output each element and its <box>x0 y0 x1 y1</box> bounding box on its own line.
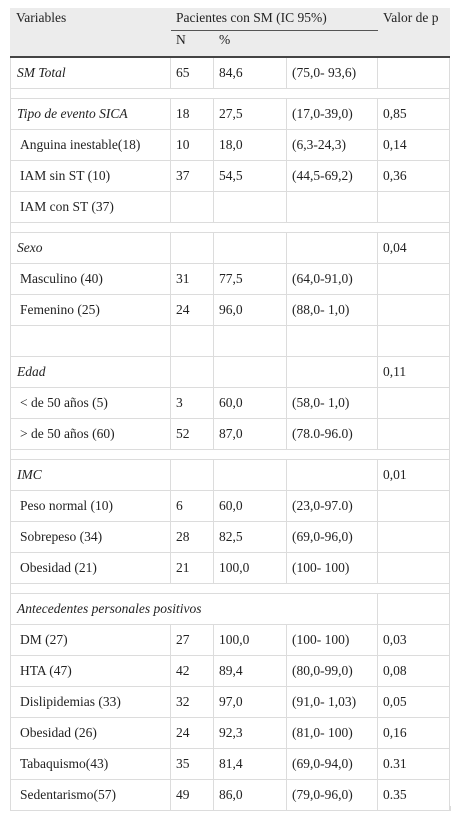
table-row <box>11 656 450 687</box>
cell-p-value <box>378 522 450 553</box>
cell-n: 32 <box>171 687 214 718</box>
cell-ic: (100- 100) <box>287 625 378 656</box>
cell-ic: (6,3-24,3) <box>287 130 378 161</box>
cell-n <box>171 233 214 264</box>
cell-n: 24 <box>171 718 214 749</box>
row-label: Femenino (25) <box>11 295 171 326</box>
cell-ic: (69,0-96,0) <box>287 522 378 553</box>
row-label: Tabaquismo(43) <box>11 749 171 780</box>
cell-pct: 54,5 <box>214 161 287 192</box>
cell-p-value: 0,14 <box>378 130 450 161</box>
header-p-blank <box>378 31 450 58</box>
cell-pct: 100,0 <box>214 625 287 656</box>
cell-p-value <box>378 264 450 295</box>
cell-n: 52 <box>171 419 214 450</box>
cell-n: 28 <box>171 522 214 553</box>
cell-pct <box>214 460 287 491</box>
table-row <box>11 161 450 192</box>
table-row <box>11 553 450 584</box>
header-blank <box>11 31 171 58</box>
cell-n <box>171 460 214 491</box>
cell-p-value: 0,03 <box>378 625 450 656</box>
cell-pct <box>214 233 287 264</box>
header-n: N <box>171 31 214 58</box>
row-label: HTA (47) <box>11 656 171 687</box>
row-label: DM (27) <box>11 625 171 656</box>
row-label: > de 50 años (60) <box>11 419 171 450</box>
row-label: Obesidad (21) <box>11 553 171 584</box>
table-row <box>11 594 450 625</box>
cell-n: 21 <box>171 553 214 584</box>
cell-pct: 96,0 <box>214 295 287 326</box>
cell-n: 31 <box>171 264 214 295</box>
spacer-cell <box>11 584 450 594</box>
cell-ic <box>287 233 378 264</box>
cell-p-value <box>378 594 450 625</box>
table-row <box>11 522 450 553</box>
cell-ic <box>287 357 378 388</box>
cell-ic: (78.0-96.0) <box>287 419 378 450</box>
cell-ic: (69,0-94,0) <box>287 749 378 780</box>
table-row <box>11 295 450 326</box>
cell-p-value: 0,04 <box>378 233 450 264</box>
cell-p-value: 0.35 <box>378 780 450 811</box>
header-variables: Variables <box>11 9 171 31</box>
cell-p-value <box>378 192 450 223</box>
row-label: Tipo de evento SICA <box>11 99 171 130</box>
cell-ic: (81,0- 100) <box>287 718 378 749</box>
cell-p-value: 0,85 <box>378 99 450 130</box>
table-row <box>11 625 450 656</box>
cell-n: 3 <box>171 388 214 419</box>
cell-pct: 100,0 <box>214 553 287 584</box>
header-pacientes-label: Pacientes con SM (IC 95%) <box>176 10 327 25</box>
table-row <box>11 264 450 295</box>
cell-pct: 81,4 <box>214 749 287 780</box>
cell-n: 37 <box>171 161 214 192</box>
row-label: IAM sin ST (10) <box>11 161 171 192</box>
cell-n: 49 <box>171 780 214 811</box>
table-row <box>11 130 450 161</box>
row-label <box>11 326 171 357</box>
cell-p-value <box>378 553 450 584</box>
spacer-row <box>11 584 450 594</box>
cell-n: 6 <box>171 491 214 522</box>
header-pacientes <box>171 9 378 31</box>
cell-p-value: 0,05 <box>378 687 450 718</box>
table-row <box>11 326 450 357</box>
cell-pct: 87,0 <box>214 419 287 450</box>
cell-p-value <box>378 419 450 450</box>
table-row <box>11 749 450 780</box>
row-label: IAM con ST (37) <box>11 192 171 223</box>
cell-p-value: 0,11 <box>378 357 450 388</box>
cell-p-value <box>378 388 450 419</box>
row-label: Dislipidemias (33) <box>11 687 171 718</box>
row-label: < de 50 años (5) <box>11 388 171 419</box>
table-row <box>11 419 450 450</box>
cell-ic: (64,0-91,0) <box>287 264 378 295</box>
table-row <box>11 192 450 223</box>
cell-p-value: 0,01 <box>378 460 450 491</box>
table-row <box>11 460 450 491</box>
cell-p-value <box>378 295 450 326</box>
row-label: SM Total <box>11 57 171 89</box>
cell-pct: 86,0 <box>214 780 287 811</box>
row-label: Edad <box>11 357 171 388</box>
cell-n: 27 <box>171 625 214 656</box>
row-label: Sedentarismo(57) <box>11 780 171 811</box>
row-label: Sobrepeso (34) <box>11 522 171 553</box>
cell-pct <box>214 357 287 388</box>
row-label: Obesidad (26) <box>11 718 171 749</box>
cell-ic: (17,0-39,0) <box>287 99 378 130</box>
results-table <box>10 8 450 811</box>
cell-p-value <box>378 491 450 522</box>
spacer-cell <box>11 223 450 233</box>
cell-pct: 77,5 <box>214 264 287 295</box>
cell-pct: 82,5 <box>214 522 287 553</box>
cell-ic: (58,0- 1,0) <box>287 388 378 419</box>
cell-n: 24 <box>171 295 214 326</box>
cell-pct: 92,3 <box>214 718 287 749</box>
cell-ic: (79,0-96,0) <box>287 780 378 811</box>
cell-n <box>171 326 214 357</box>
row-label: Sexo <box>11 233 171 264</box>
row-label: Peso normal (10) <box>11 491 171 522</box>
cell-ic: (23,0-97.0) <box>287 491 378 522</box>
table-row <box>11 388 450 419</box>
cell-p-value: 0,36 <box>378 161 450 192</box>
header-ic-blank <box>287 31 378 58</box>
cell-p-value: 0.31 <box>378 749 450 780</box>
table-row <box>11 99 450 130</box>
cell-pct: 89,4 <box>214 656 287 687</box>
spacer-row <box>11 223 450 233</box>
table-tail <box>10 806 451 811</box>
cell-p-value <box>378 57 450 89</box>
spacer-cell <box>11 89 450 99</box>
cell-ic: (88,0- 1,0) <box>287 295 378 326</box>
cell-pct <box>214 192 287 223</box>
row-label: Masculino (40) <box>11 264 171 295</box>
cell-p-value <box>378 326 450 357</box>
cell-n: 18 <box>171 99 214 130</box>
table-row <box>11 718 450 749</box>
table-row <box>11 491 450 522</box>
table-row <box>11 687 450 718</box>
cell-n: 35 <box>171 749 214 780</box>
cell-pct: 97,0 <box>214 687 287 718</box>
cell-ic: (44,5-69,2) <box>287 161 378 192</box>
cell-pct: 60,0 <box>214 491 287 522</box>
cell-n: 10 <box>171 130 214 161</box>
cell-p-value: 0,16 <box>378 718 450 749</box>
header-pct: % <box>214 31 287 58</box>
row-label: Anguina inestable(18) <box>11 130 171 161</box>
cell-ic <box>287 192 378 223</box>
table-row <box>11 357 450 388</box>
table-row <box>11 57 450 89</box>
table-row <box>11 233 450 264</box>
table-header <box>11 9 450 58</box>
cell-pct: 18,0 <box>214 130 287 161</box>
table-body <box>11 57 450 811</box>
cell-pct: 27,5 <box>214 99 287 130</box>
cell-pct: 60,0 <box>214 388 287 419</box>
cell-n: 42 <box>171 656 214 687</box>
cell-ic: (91,0- 1,03) <box>287 687 378 718</box>
cell-ic: (80,0-99,0) <box>287 656 378 687</box>
cell-n: 65 <box>171 57 214 89</box>
cell-ic <box>287 460 378 491</box>
cell-ic: (100- 100) <box>287 553 378 584</box>
spacer-row <box>11 89 450 99</box>
cell-pct: 84,6 <box>214 57 287 89</box>
header-valor-p: Valor de p <box>378 9 450 31</box>
cell-n <box>171 357 214 388</box>
cell-ic <box>287 326 378 357</box>
cell-ic: (75,0- 93,6) <box>287 57 378 89</box>
cell-p-value: 0,08 <box>378 656 450 687</box>
row-label: Antecedentes personales positivos <box>11 594 378 625</box>
row-label: IMC <box>11 460 171 491</box>
spacer-row <box>11 450 450 460</box>
spacer-cell <box>11 450 450 460</box>
cell-pct <box>214 326 287 357</box>
cell-n <box>171 192 214 223</box>
